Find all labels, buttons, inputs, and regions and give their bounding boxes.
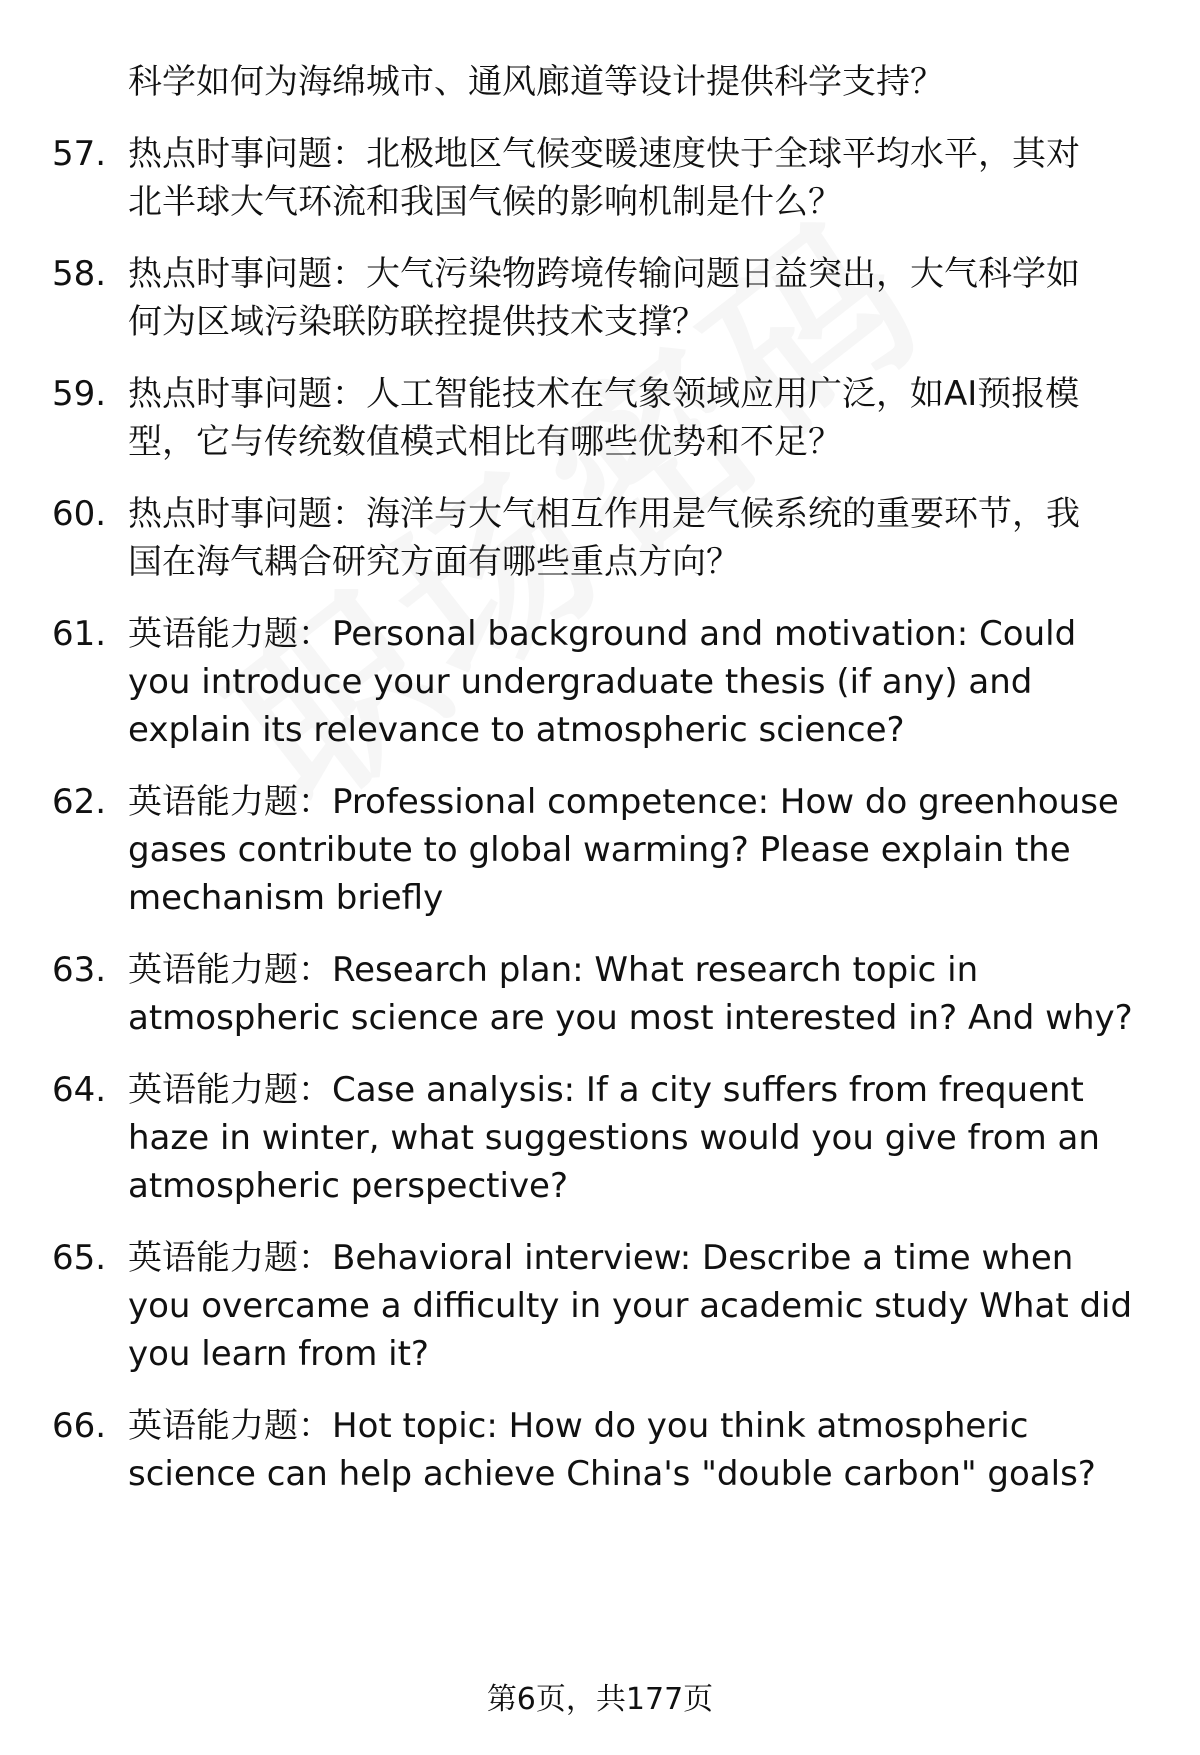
question-number: 58. — [52, 254, 107, 294]
question-text — [128, 250, 1148, 346]
question-text — [128, 370, 1148, 466]
question-text — [128, 490, 1148, 586]
question-line: explain its relevance to atmospheric science? — [128, 710, 905, 750]
question-line: 国在海气耦合研究方面有哪些重点方向？ — [128, 542, 740, 582]
question-text — [128, 1066, 1148, 1210]
question-text — [128, 946, 1148, 1042]
question-text — [128, 778, 1148, 922]
question-line: 英语能力题：Hot topic: How do you think atmospheric — [128, 1406, 1029, 1446]
question-line: you learn from it? — [128, 1334, 429, 1374]
question-number: 60. — [52, 494, 107, 534]
question-number: 61. — [52, 614, 107, 654]
question-line: science can help achieve China's "double carbon" goals? — [128, 1454, 1096, 1494]
question-text — [128, 1234, 1148, 1378]
question-line: mechanism briefly — [128, 878, 444, 918]
question-line: 北半球大气环流和我国气候的影响机制是什么？ — [128, 182, 842, 222]
question-line: you introduce your undergraduate thesis (if any) and — [128, 662, 1033, 702]
question-line: atmospheric perspective? — [128, 1166, 569, 1206]
question-line: 热点时事问题：海洋与大气相互作用是气候系统的重要环节，我 — [128, 494, 1080, 534]
question-line: 英语能力题：Personal background and motivation: Could — [128, 614, 1077, 654]
question-number: 63. — [52, 950, 107, 990]
question-line: gases contribute to global warming? Please explain the — [128, 830, 1071, 870]
question-line: 热点时事问题：北极地区气候变暖速度快于全球平均水平，其对 — [128, 134, 1080, 174]
question-line: 热点时事问题：人工智能技术在气象领域应用广泛，如AI预报模 — [128, 374, 1080, 414]
question-number: 64. — [52, 1070, 107, 1110]
question-line: 英语能力题：Behavioral interview: Describe a time when — [128, 1238, 1074, 1278]
question-number: 57. — [52, 134, 107, 174]
question-number: 62. — [52, 782, 107, 822]
page-footer: 第6页，共177页 — [486, 1682, 714, 1717]
question-line: 英语能力题：Professional competence: How do greenhouse — [128, 782, 1119, 822]
question-line: you overcame a difficulty in your academic study What did — [128, 1286, 1133, 1326]
question-text — [128, 1402, 1148, 1498]
question-text — [128, 130, 1148, 226]
question-line: atmospheric science are you most interested in? And why? — [128, 998, 1133, 1038]
question-line: 英语能力题：Case analysis: If a city suffers from frequent — [128, 1070, 1084, 1110]
question-line: haze in winter, what suggestions would you give from an — [128, 1118, 1100, 1158]
question-number: 59. — [52, 374, 107, 414]
question-number: 66. — [52, 1406, 107, 1446]
question-line: 英语能力题：Research plan: What research topic in — [128, 950, 979, 990]
question-line: 型，它与传统数值模式相比有哪些优势和不足？ — [128, 422, 842, 462]
question-text — [128, 610, 1148, 754]
continued-question-text: 科学如何为海绵城市、通风廊道等设计提供科学支持？ — [128, 62, 944, 102]
question-line: 何为区域污染联防联控提供技术支撑？ — [128, 302, 706, 342]
question-number: 65. — [52, 1238, 107, 1278]
question-line: 热点时事问题：大气污染物跨境传输问题日益突出，大气科学如 — [128, 254, 1080, 294]
